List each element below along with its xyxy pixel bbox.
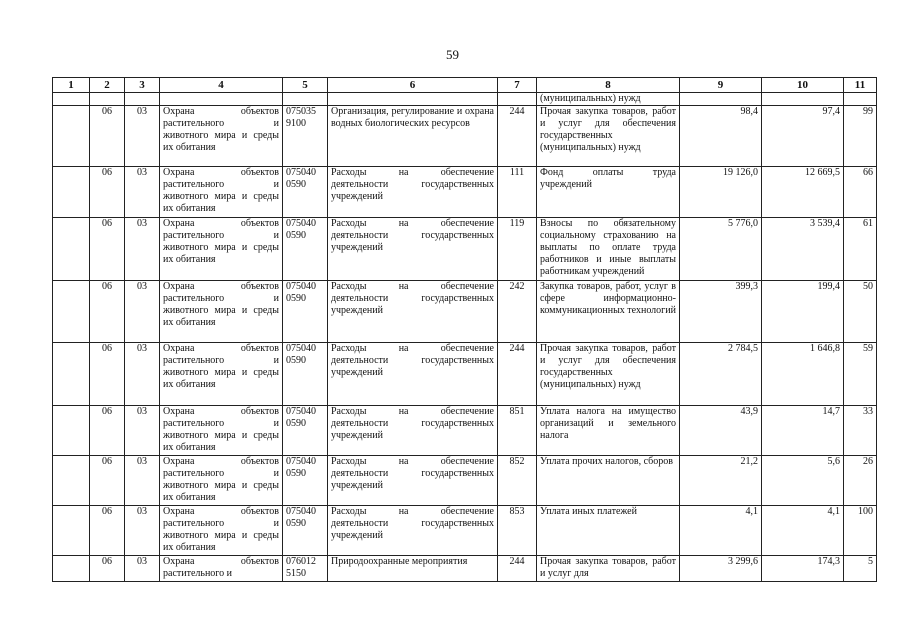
subsection-code: 03 xyxy=(125,281,160,343)
column-header: 10 xyxy=(762,78,844,93)
section-name: Охрана объектов растительного и животного мира и среды их обитания xyxy=(160,106,283,167)
executed-amount: 4,1 xyxy=(762,506,844,556)
expense-name: Расходы на обеспечение деятельности государственных учреждений xyxy=(328,281,498,343)
executed-amount: 14,7 xyxy=(762,406,844,456)
expense-type-code: 852 xyxy=(498,456,537,506)
section-name: Охрана объектов растительного и животного мира и среды их обитания xyxy=(160,343,283,406)
execution-percent: 61 xyxy=(844,218,877,281)
expense-name: Расходы на обеспечение деятельности государственных учреждений xyxy=(328,218,498,281)
execution-percent: 26 xyxy=(844,456,877,506)
column-header: 7 xyxy=(498,78,537,93)
column-header: 3 xyxy=(125,78,160,93)
section-code: 06 xyxy=(90,556,125,582)
expense-type-name: Прочая закупка товаров, работ и услуг для обеспечения государственных (муниципальных) нужд xyxy=(537,343,680,406)
execution-percent: 100 xyxy=(844,506,877,556)
executed-amount: 199,4 xyxy=(762,281,844,343)
section-code: 06 xyxy=(90,167,125,218)
execution-percent: 66 xyxy=(844,167,877,218)
expense-type-name: Прочая закупка товаров, работ и услуг для обеспечения государственных (муниципальных) нужд xyxy=(537,106,680,167)
expense-type-code: 853 xyxy=(498,506,537,556)
column-header: 9 xyxy=(680,78,762,93)
section-name: Охрана объектов растительного и животного мира и среды их обитания xyxy=(160,456,283,506)
section-name: Охрана объектов растительного и животного мира и среды их обитания xyxy=(160,506,283,556)
expense-name: Расходы на обеспечение деятельности государственных учреждений xyxy=(328,456,498,506)
section-code: 06 xyxy=(90,281,125,343)
executed-amount: 3 539,4 xyxy=(762,218,844,281)
section-name: Охрана объектов растительного и животного мира и среды их обитания xyxy=(160,218,283,281)
col-1-cell xyxy=(53,218,90,281)
execution-percent: 99 xyxy=(844,106,877,167)
expense-type-name: Взносы по обязательному социальному страхованию на выплаты по оплате труда работников и иные выплаты работникам учреждений xyxy=(537,218,680,281)
subsection-code: 03 xyxy=(125,167,160,218)
expense-name: Организация, регулирование и охрана водных биологических ресурсов xyxy=(328,106,498,167)
expense-type-code: 119 xyxy=(498,218,537,281)
table-row xyxy=(53,456,877,506)
planned-amount: 21,2 xyxy=(680,456,762,506)
col-1-cell xyxy=(53,343,90,406)
executed-amount: 12 669,5 xyxy=(762,167,844,218)
col-1-cell xyxy=(53,456,90,506)
col-1-cell xyxy=(53,506,90,556)
continuation-row xyxy=(53,93,877,106)
header-row xyxy=(53,78,877,93)
table-row xyxy=(53,218,877,281)
expense-type-code: 244 xyxy=(498,556,537,582)
table-row xyxy=(53,343,877,406)
subsection-code: 03 xyxy=(125,218,160,281)
executed-amount: 5,6 xyxy=(762,456,844,506)
expense-name: Расходы на обеспечение деятельности государственных учреждений xyxy=(328,506,498,556)
planned-amount: 5 776,0 xyxy=(680,218,762,281)
table-row xyxy=(53,106,877,167)
expense-type-name: Прочая закупка товаров, работ и услуг для xyxy=(537,556,680,582)
expense-type-code: 244 xyxy=(498,106,537,167)
budget-table xyxy=(52,77,877,582)
section-code: 06 xyxy=(90,106,125,167)
table-row xyxy=(53,506,877,556)
col-1-cell xyxy=(53,167,90,218)
expense-type-code: 244 xyxy=(498,343,537,406)
planned-amount: 98,4 xyxy=(680,106,762,167)
column-header: 4 xyxy=(160,78,283,93)
col-1-cell xyxy=(53,106,90,167)
expense-type-name: Фонд оплаты труда учреждений xyxy=(537,167,680,218)
section-name: Охрана объектов растительного и животного мира и среды их обитания xyxy=(160,281,283,343)
section-code: 06 xyxy=(90,218,125,281)
table-row xyxy=(53,556,877,582)
column-header: 5 xyxy=(283,78,328,93)
column-header: 8 xyxy=(537,78,680,93)
executed-amount: 1 646,8 xyxy=(762,343,844,406)
subsection-code: 03 xyxy=(125,343,160,406)
expense-type-name: Уплата иных платежей xyxy=(537,506,680,556)
page-number: 59 xyxy=(446,47,459,62)
column-header: 2 xyxy=(90,78,125,93)
section-code: 06 xyxy=(90,456,125,506)
column-header: 11 xyxy=(844,78,877,93)
planned-amount: 4,1 xyxy=(680,506,762,556)
target-article-code: 075035 9100 xyxy=(283,106,328,167)
subsection-code: 03 xyxy=(125,506,160,556)
section-name: Охрана объектов растительного и животного мира и среды их обитания xyxy=(160,406,283,456)
execution-percent: 59 xyxy=(844,343,877,406)
section-code: 06 xyxy=(90,506,125,556)
table-row xyxy=(53,406,877,456)
expense-type-name: Закупка товаров, работ, услуг в сфере информационно-коммуникационных технологий xyxy=(537,281,680,343)
planned-amount: 399,3 xyxy=(680,281,762,343)
planned-amount: 19 126,0 xyxy=(680,167,762,218)
column-header: 1 xyxy=(53,78,90,93)
col-1-cell xyxy=(53,406,90,456)
section-name: Охрана объектов растительного и животного мира и среды их обитания xyxy=(160,167,283,218)
execution-percent: 33 xyxy=(844,406,877,456)
subsection-code: 03 xyxy=(125,406,160,456)
target-article-code: 075040 0590 xyxy=(283,167,328,218)
expense-type-name: Уплата прочих налогов, сборов xyxy=(537,456,680,506)
target-article-code: 075040 0590 xyxy=(283,506,328,556)
expense-name: Природоохранные мероприятия xyxy=(328,556,498,582)
expense-name: Расходы на обеспечение деятельности государственных учреждений xyxy=(328,343,498,406)
expense-type-code: 242 xyxy=(498,281,537,343)
target-article-code: 075040 0590 xyxy=(283,281,328,343)
executed-amount: 97,4 xyxy=(762,106,844,167)
target-article-code: 075040 0590 xyxy=(283,406,328,456)
expense-type-code: 111 xyxy=(498,167,537,218)
planned-amount: 43,9 xyxy=(680,406,762,456)
target-article-code: 076012 5150 xyxy=(283,556,328,582)
target-article-code: 075040 0590 xyxy=(283,456,328,506)
col-1-cell xyxy=(53,556,90,582)
execution-percent: 5 xyxy=(844,556,877,582)
target-article-code: 075040 0590 xyxy=(283,218,328,281)
continued-text: (муниципальных) нужд xyxy=(537,93,680,106)
expense-type-code: 851 xyxy=(498,406,537,456)
expense-name: Расходы на обеспечение деятельности государственных учреждений xyxy=(328,406,498,456)
section-code: 06 xyxy=(90,343,125,406)
table-row xyxy=(53,281,877,343)
expense-type-name: Уплата налога на имущество организаций и земельного налога xyxy=(537,406,680,456)
planned-amount: 3 299,6 xyxy=(680,556,762,582)
subsection-code: 03 xyxy=(125,106,160,167)
execution-percent: 50 xyxy=(844,281,877,343)
column-header: 6 xyxy=(328,78,498,93)
planned-amount: 2 784,5 xyxy=(680,343,762,406)
subsection-code: 03 xyxy=(125,456,160,506)
expense-name: Расходы на обеспечение деятельности государственных учреждений xyxy=(328,167,498,218)
target-article-code: 075040 0590 xyxy=(283,343,328,406)
executed-amount: 174,3 xyxy=(762,556,844,582)
section-code: 06 xyxy=(90,406,125,456)
col-1-cell xyxy=(53,281,90,343)
subsection-code: 03 xyxy=(125,556,160,582)
table-row xyxy=(53,167,877,218)
section-name: Охрана объектов растительного и xyxy=(160,556,283,582)
